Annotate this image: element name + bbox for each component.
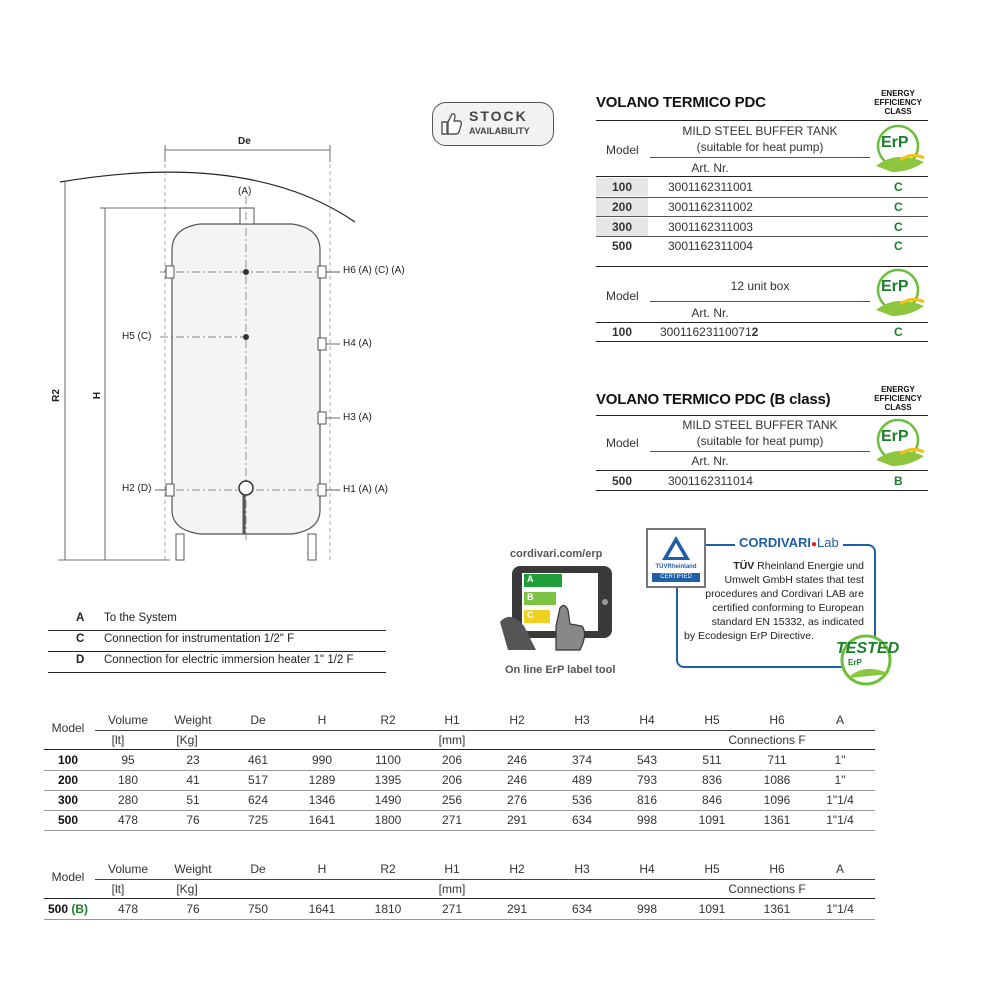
h1-label: H1 (A) (A) xyxy=(343,484,388,495)
table-cell: 511 xyxy=(702,753,722,767)
table-row-art: 3001162311004 xyxy=(668,239,753,253)
eec-line: ENERGY xyxy=(881,89,915,98)
table-cell: 634 xyxy=(571,813,593,827)
table-cell: 95 xyxy=(121,753,135,767)
panel2-desc2: (suitable for heat pump) xyxy=(696,434,824,448)
brand-dot-icon: ● xyxy=(810,539,818,550)
legend-key: D xyxy=(76,654,85,666)
table-cell: 998 xyxy=(636,813,658,827)
erp-leaf-logo xyxy=(870,122,928,179)
table-cell: 291 xyxy=(506,813,528,827)
box-row-art xyxy=(660,325,758,339)
col-header: Weight xyxy=(174,862,212,876)
table-cell: 536 xyxy=(571,793,593,807)
col-header: A xyxy=(835,713,844,727)
erp-bar-label: B xyxy=(527,592,534,602)
col-header: H2 xyxy=(509,862,525,876)
erp-logo-text: ErP xyxy=(881,278,909,295)
table-cell: 1"1/4 xyxy=(826,793,854,807)
unit-mm: [mm] xyxy=(438,733,466,747)
erp-logo-text: ErP xyxy=(881,428,909,445)
table-cell: 461 xyxy=(247,753,269,767)
table-cell: 489 xyxy=(571,773,593,787)
table-cell: 206 xyxy=(441,773,463,787)
table-cell: 276 xyxy=(506,793,528,807)
table-cell: 374 xyxy=(571,753,593,767)
table-cell: 634 xyxy=(571,902,593,916)
table-cell: 1096 xyxy=(763,793,791,807)
box-row-class: C xyxy=(894,325,903,339)
legend-text: Connection for electric immersion heater 1" 1/2 F xyxy=(104,654,354,666)
table-cell: 750 xyxy=(247,902,269,916)
unit-weight: [Kg] xyxy=(176,882,198,896)
erp-bar-label: A xyxy=(527,574,534,584)
table-cell: 846 xyxy=(701,793,723,807)
unit-mm: [mm] xyxy=(438,882,466,896)
erp-bars xyxy=(524,574,562,623)
legend-key: C xyxy=(76,633,85,645)
table-cell: 1361 xyxy=(763,902,791,916)
erp-leaf-logo xyxy=(870,416,928,473)
legend-text: To the System xyxy=(104,612,177,624)
table-cell: 793 xyxy=(636,773,658,787)
box-row-art-bold: 2 xyxy=(751,325,759,339)
table-row-class: C xyxy=(894,180,903,194)
unit-volume: [lt] xyxy=(111,733,125,747)
erp-tool-url[interactable]: cordivari.com/erp xyxy=(510,548,603,560)
unit-connections: Connections F xyxy=(728,882,806,896)
panel1-model-header: Model xyxy=(606,143,639,157)
col-header: H6 xyxy=(769,862,785,876)
table-cell: 1" xyxy=(834,753,846,767)
thumbs-up-icon xyxy=(439,110,463,136)
col-header: R2 xyxy=(380,862,396,876)
col-header: H3 xyxy=(574,713,590,727)
panel2-title: VOLANO TERMICO PDC (B class) xyxy=(596,391,831,408)
box-row-model: 100 xyxy=(612,325,633,339)
table-cell: 1100 xyxy=(375,753,401,767)
panel2-art-header: Art. Nr. xyxy=(691,454,729,468)
col-header-model: Model xyxy=(51,870,85,884)
dim-h-label: H xyxy=(92,391,104,400)
h5-label: H5 (C) xyxy=(122,331,152,342)
col-header: H1 xyxy=(444,862,460,876)
table-row-model: 300 xyxy=(612,220,633,234)
panel1-box-model-header: Model xyxy=(606,289,639,303)
tuv-line: Umwelt GmbH states that test xyxy=(724,574,864,586)
col-header: De xyxy=(250,862,266,876)
panel2-desc1: MILD STEEL BUFFER TANK xyxy=(682,418,838,432)
availability-text: AVAILABILITY xyxy=(469,126,530,136)
table-cell: 1" xyxy=(834,773,846,787)
col-header: Volume xyxy=(107,862,149,876)
erp-tool-caption: On line ErP label tool xyxy=(505,664,616,676)
table-cell: 711 xyxy=(767,753,787,767)
tested-text: TESTED xyxy=(836,640,900,657)
unit-volume: [lt] xyxy=(111,882,125,896)
col-header: H4 xyxy=(639,862,655,876)
panel1-box-art-header: Art. Nr. xyxy=(691,306,729,320)
tested-sub: ErP xyxy=(848,658,862,667)
legend-key: A xyxy=(76,612,85,624)
table-row-art: 3001162311001 xyxy=(668,180,753,194)
panel1-title: VOLANO TERMICO PDC xyxy=(596,94,766,111)
panel2-eec-label xyxy=(868,385,928,412)
table-cell: 1"1/4 xyxy=(826,813,854,827)
dim-de-label: De xyxy=(238,136,251,147)
row-model: 200 xyxy=(57,773,79,787)
h3-label: H3 (A) xyxy=(343,412,372,423)
eec-line: CLASS xyxy=(884,403,912,412)
legend-text: Connection for instrumentation 1/2" F xyxy=(104,633,295,645)
table-cell: 271 xyxy=(441,902,463,916)
table-cell: 1091 xyxy=(698,813,726,827)
dim-r2-label: R2 xyxy=(50,389,62,402)
h6-label: H6 (A) (C) (A) xyxy=(343,265,405,276)
panel1-box-desc: 12 unit box xyxy=(730,279,790,293)
box-row-art-prefix: 30011623110071 xyxy=(660,325,752,339)
tested-erp-logo xyxy=(834,626,906,686)
table-cell: 1"1/4 xyxy=(826,902,854,916)
table-row-model: 200 xyxy=(612,200,633,214)
panel2-row-model: 500 xyxy=(612,474,633,488)
row-model-text: 500 xyxy=(47,902,72,916)
table-cell: 1361 xyxy=(763,813,791,827)
table-cell: 1810 xyxy=(374,902,402,916)
tuv-line: TÜV Rheinland Energie und xyxy=(733,560,864,572)
table-cell: 280 xyxy=(117,793,139,807)
tuv-line: by Ecodesign ErP Directive. xyxy=(684,630,814,642)
erp-leaf-logo xyxy=(870,266,928,323)
col-header: H2 xyxy=(509,713,525,727)
h2-label: H2 (D) xyxy=(122,483,152,494)
col-header: Weight xyxy=(174,713,212,727)
table-cell: 246 xyxy=(506,753,528,767)
table-cell: 1800 xyxy=(374,813,402,827)
panel1-desc2: (suitable for heat pump) xyxy=(696,140,824,154)
table-row-art: 3001162311002 xyxy=(668,200,753,214)
col-header: A xyxy=(835,862,844,876)
table-cell: 998 xyxy=(636,902,658,916)
table-cell: 990 xyxy=(311,753,333,767)
brand-text: CORDIVARI xyxy=(739,535,811,550)
col-header: H xyxy=(317,713,327,727)
tank-diagram xyxy=(0,0,420,600)
panel2-row-art: 3001162311014 xyxy=(668,474,753,488)
table-cell: 1490 xyxy=(374,793,402,807)
table-cell: 478 xyxy=(117,902,139,916)
table-cell: 1641 xyxy=(308,902,336,916)
panel1-desc1: MILD STEEL BUFFER TANK xyxy=(682,124,838,138)
table-row-class: C xyxy=(894,220,903,234)
table-row-class: C xyxy=(894,200,903,214)
row-model: 300 xyxy=(57,793,79,807)
tuv-line-rest: Rheinland Energie und xyxy=(757,560,864,572)
table-cell: 23 xyxy=(186,753,200,767)
table-row-class: C xyxy=(894,239,903,253)
table-cell: 1289 xyxy=(308,773,336,787)
col-header: H5 xyxy=(704,862,720,876)
panel1-art-header: Art. Nr. xyxy=(691,161,729,175)
unit-weight: [Kg] xyxy=(176,733,198,747)
col-header: Volume xyxy=(107,713,149,727)
brand-lab-text: Lab xyxy=(817,535,839,550)
erp-logo-text: ErP xyxy=(881,134,909,151)
table-cell: 51 xyxy=(186,793,200,807)
tuv-line: procedures and Cordivari LAB are xyxy=(705,588,864,600)
table-cell: 1091 xyxy=(698,902,726,916)
panel2-row-class: B xyxy=(894,474,903,488)
table-cell: 816 xyxy=(636,793,658,807)
col-header: H xyxy=(317,862,327,876)
table-row-model: 500 xyxy=(612,239,633,253)
cordivari-lab-brand xyxy=(735,535,843,550)
tuv-badge-top: TÜVRheinland xyxy=(655,564,697,570)
col-header: H1 xyxy=(444,713,460,727)
unit-connections: Connections F xyxy=(728,733,806,747)
table-row-art: 3001162311003 xyxy=(668,220,753,234)
panel2-model-header: Model xyxy=(606,436,639,450)
stock-text: STOCK xyxy=(469,108,528,124)
table-cell: 478 xyxy=(117,813,139,827)
table-cell: 725 xyxy=(247,813,269,827)
col-header-model: Model xyxy=(51,721,85,735)
table-cell: 180 xyxy=(117,773,139,787)
row-model: 100 xyxy=(57,753,79,767)
tuv-line: certified conforming to European xyxy=(712,602,864,614)
table-cell: 543 xyxy=(636,753,658,767)
eec-line: EFFICIENCY xyxy=(874,394,922,403)
table-row-model: 100 xyxy=(612,180,633,194)
dim-a-top-label: (A) xyxy=(238,186,252,197)
tuv-badge-bottom: CERTIFIED xyxy=(652,573,700,582)
tuv-line: standard EN 15332, as indicated xyxy=(711,616,864,628)
h4-label: H4 (A) xyxy=(343,338,372,349)
table-cell: 206 xyxy=(441,753,463,767)
erp-bar-label: C xyxy=(527,610,534,620)
table-cell: 41 xyxy=(186,773,200,787)
col-header: De xyxy=(250,713,266,727)
table-cell: 246 xyxy=(506,773,528,787)
eec-line: CLASS xyxy=(884,107,912,116)
table-cell: 271 xyxy=(441,813,463,827)
eec-line: ENERGY xyxy=(881,385,915,394)
legend xyxy=(48,610,386,673)
table-cell: 1086 xyxy=(763,773,791,787)
row-model xyxy=(38,902,98,916)
table-cell: 76 xyxy=(186,902,200,916)
eec-line: EFFICIENCY xyxy=(874,98,922,107)
col-header: H5 xyxy=(704,713,720,727)
panel1-eec-label xyxy=(868,89,928,116)
table-cell: 836 xyxy=(701,773,723,787)
row-model-suffix: (B) xyxy=(71,902,89,916)
col-header: R2 xyxy=(380,713,396,727)
table-cell: 1395 xyxy=(374,773,402,787)
col-header: H4 xyxy=(639,713,655,727)
row-model: 500 xyxy=(57,813,79,827)
table-cell: 1641 xyxy=(308,813,336,827)
table-cell: 76 xyxy=(186,813,200,827)
table-cell: 517 xyxy=(247,773,269,787)
table-cell: 1346 xyxy=(308,793,336,807)
col-header: H6 xyxy=(769,713,785,727)
stock-availability-badge xyxy=(432,102,554,146)
table-cell: 624 xyxy=(247,793,269,807)
col-header: H3 xyxy=(574,862,590,876)
table-cell: 256 xyxy=(441,793,463,807)
table-cell: 291 xyxy=(506,902,528,916)
